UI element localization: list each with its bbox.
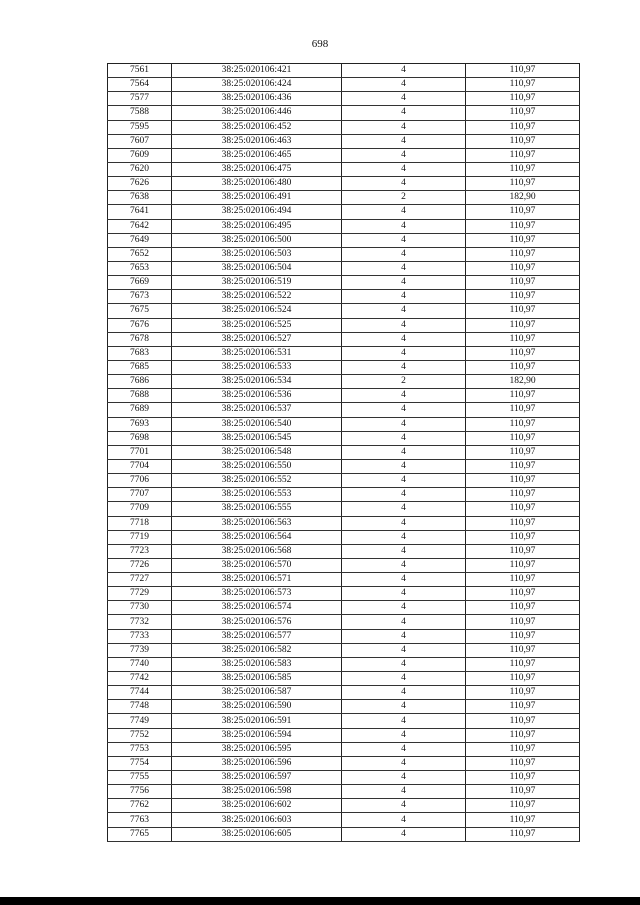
row-number-cell: 7673 [108,290,172,304]
cadastral-number-cell: 38:25:020106:570 [172,558,342,572]
amount-cell: 110,97 [466,827,580,841]
amount-cell: 110,97 [466,120,580,134]
count-cell: 4 [342,318,466,332]
amount-cell: 110,97 [466,318,580,332]
row-number-cell: 7669 [108,276,172,290]
cadastral-number-cell: 38:25:020106:548 [172,445,342,459]
count-cell: 2 [342,191,466,205]
row-number-cell: 7693 [108,417,172,431]
amount-cell: 110,97 [466,474,580,488]
count-cell: 4 [342,134,466,148]
count-cell: 4 [342,219,466,233]
cadastral-number-cell: 38:25:020106:552 [172,474,342,488]
table-row [108,431,580,445]
count-cell: 4 [342,474,466,488]
table-row [108,756,580,770]
table-row [108,290,580,304]
row-number-cell: 7595 [108,120,172,134]
table-row [108,771,580,785]
count-cell: 4 [342,290,466,304]
amount-cell: 110,97 [466,403,580,417]
cadastral-number-cell: 38:25:020106:568 [172,544,342,558]
row-number-cell: 7609 [108,148,172,162]
count-cell: 4 [342,742,466,756]
cadastral-number-cell: 38:25:020106:424 [172,78,342,92]
amount-cell: 110,97 [466,92,580,106]
count-cell: 4 [342,544,466,558]
table-row [108,629,580,643]
row-number-cell: 7607 [108,134,172,148]
amount-cell: 110,97 [466,346,580,360]
amount-cell: 110,97 [466,445,580,459]
table-row [108,827,580,841]
amount-cell: 182,90 [466,191,580,205]
amount-cell: 110,97 [466,544,580,558]
amount-cell: 110,97 [466,332,580,346]
table-row [108,191,580,205]
table-row [108,318,580,332]
table-row [108,474,580,488]
row-number-cell: 7683 [108,346,172,360]
count-cell: 4 [342,261,466,275]
count-cell: 4 [342,785,466,799]
row-number-cell: 7744 [108,686,172,700]
count-cell: 4 [342,346,466,360]
amount-cell: 110,97 [466,573,580,587]
row-number-cell: 7752 [108,728,172,742]
count-cell: 4 [342,417,466,431]
row-number-cell: 7653 [108,261,172,275]
table-row [108,488,580,502]
table-row [108,276,580,290]
row-number-cell: 7749 [108,714,172,728]
count-cell: 4 [342,813,466,827]
cadastral-number-cell: 38:25:020106:583 [172,657,342,671]
count-cell: 4 [342,92,466,106]
cadastral-number-cell: 38:25:020106:576 [172,615,342,629]
cadastral-number-cell: 38:25:020106:533 [172,360,342,374]
amount-cell: 110,97 [466,714,580,728]
row-number-cell: 7753 [108,742,172,756]
table-row [108,346,580,360]
table-row [108,813,580,827]
cadastral-number-cell: 38:25:020106:573 [172,587,342,601]
row-number-cell: 7641 [108,205,172,219]
cadastral-number-cell: 38:25:020106:537 [172,403,342,417]
cadastral-number-cell: 38:25:020106:480 [172,177,342,191]
count-cell: 4 [342,205,466,219]
cadastral-number-cell: 38:25:020106:436 [172,92,342,106]
row-number-cell: 7676 [108,318,172,332]
row-number-cell: 7649 [108,233,172,247]
row-number-cell: 7726 [108,558,172,572]
row-number-cell: 7727 [108,573,172,587]
row-number-cell: 7675 [108,304,172,318]
count-cell: 4 [342,64,466,78]
table-row [108,445,580,459]
count-cell: 4 [342,488,466,502]
count-cell: 4 [342,672,466,686]
table-row [108,92,580,106]
cadastral-number-cell: 38:25:020106:495 [172,219,342,233]
amount-cell: 110,97 [466,261,580,275]
row-number-cell: 7733 [108,629,172,643]
row-number-cell: 7740 [108,657,172,671]
cadastral-number-cell: 38:25:020106:571 [172,573,342,587]
table-row [108,134,580,148]
cadastral-number-cell: 38:25:020106:602 [172,799,342,813]
table-row [108,459,580,473]
count-cell: 4 [342,728,466,742]
amount-cell: 110,97 [466,134,580,148]
amount-cell: 110,97 [466,162,580,176]
row-number-cell: 7561 [108,64,172,78]
count-cell: 4 [342,629,466,643]
count-cell: 4 [342,120,466,134]
table-row [108,233,580,247]
row-number-cell: 7701 [108,445,172,459]
count-cell: 4 [342,615,466,629]
table-row [108,601,580,615]
amount-cell: 110,97 [466,276,580,290]
table-row [108,530,580,544]
cadastral-number-cell: 38:25:020106:500 [172,233,342,247]
amount-cell: 110,97 [466,417,580,431]
row-number-cell: 7688 [108,389,172,403]
table-row [108,714,580,728]
row-number-cell: 7685 [108,360,172,374]
count-cell: 4 [342,276,466,290]
table-row [108,304,580,318]
row-number-cell: 7642 [108,219,172,233]
amount-cell: 110,97 [466,813,580,827]
row-number-cell: 7756 [108,785,172,799]
count-cell: 4 [342,700,466,714]
table-row [108,573,580,587]
amount-cell: 110,97 [466,431,580,445]
amount-cell: 110,97 [466,756,580,770]
cadastral-number-cell: 38:25:020106:563 [172,516,342,530]
cadastral-number-cell: 38:25:020106:587 [172,686,342,700]
table-row [108,360,580,374]
amount-cell: 110,97 [466,516,580,530]
cadastral-number-cell: 38:25:020106:550 [172,459,342,473]
row-number-cell: 7706 [108,474,172,488]
count-cell: 4 [342,686,466,700]
row-number-cell: 7732 [108,615,172,629]
cadastral-number-cell: 38:25:020106:527 [172,332,342,346]
row-number-cell: 7754 [108,756,172,770]
table-row [108,403,580,417]
cadastral-number-cell: 38:25:020106:564 [172,530,342,544]
cadastral-number-cell: 38:25:020106:524 [172,304,342,318]
amount-cell: 110,97 [466,78,580,92]
table-row [108,657,580,671]
table-row [108,64,580,78]
cadastral-number-cell: 38:25:020106:525 [172,318,342,332]
amount-cell: 110,97 [466,389,580,403]
row-number-cell: 7765 [108,827,172,841]
table-row [108,332,580,346]
count-cell: 4 [342,233,466,247]
amount-cell: 110,97 [466,488,580,502]
table-row [108,686,580,700]
amount-cell: 110,97 [466,601,580,615]
cadastral-number-cell: 38:25:020106:595 [172,742,342,756]
table-row [108,785,580,799]
row-number-cell: 7709 [108,502,172,516]
table-row [108,728,580,742]
cadastral-number-cell: 38:25:020106:452 [172,120,342,134]
row-number-cell: 7729 [108,587,172,601]
amount-cell: 110,97 [466,106,580,120]
amount-cell: 110,97 [466,219,580,233]
cadastral-number-cell: 38:25:020106:591 [172,714,342,728]
cadastral-number-cell: 38:25:020106:531 [172,346,342,360]
cadastral-number-cell: 38:25:020106:503 [172,247,342,261]
table-row [108,544,580,558]
cadastral-number-cell: 38:25:020106:590 [172,700,342,714]
cadastral-number-cell: 38:25:020106:574 [172,601,342,615]
cadastral-number-cell: 38:25:020106:553 [172,488,342,502]
cadastral-number-cell: 38:25:020106:585 [172,672,342,686]
count-cell: 4 [342,177,466,191]
cadastral-number-cell: 38:25:020106:534 [172,375,342,389]
row-number-cell: 7762 [108,799,172,813]
row-number-cell: 7723 [108,544,172,558]
amount-cell: 110,97 [466,672,580,686]
cadastral-number-cell: 38:25:020106:446 [172,106,342,120]
count-cell: 4 [342,643,466,657]
row-number-cell: 7620 [108,162,172,176]
count-cell: 4 [342,799,466,813]
amount-cell: 110,97 [466,247,580,261]
row-number-cell: 7564 [108,78,172,92]
table-row [108,106,580,120]
count-cell: 4 [342,78,466,92]
table-row [108,558,580,572]
count-cell: 4 [342,106,466,120]
table-row [108,672,580,686]
table-row [108,120,580,134]
row-number-cell: 7689 [108,403,172,417]
count-cell: 4 [342,148,466,162]
amount-cell: 110,97 [466,64,580,78]
cadastral-number-cell: 38:25:020106:491 [172,191,342,205]
table-row [108,261,580,275]
amount-cell: 110,97 [466,771,580,785]
amount-cell: 110,97 [466,615,580,629]
cadastral-number-cell: 38:25:020106:555 [172,502,342,516]
count-cell: 4 [342,502,466,516]
row-number-cell: 7577 [108,92,172,106]
cadastral-number-cell: 38:25:020106:421 [172,64,342,78]
count-cell: 2 [342,375,466,389]
count-cell: 4 [342,530,466,544]
amount-cell: 110,97 [466,700,580,714]
count-cell: 4 [342,304,466,318]
cadastral-number-cell: 38:25:020106:605 [172,827,342,841]
cadastral-number-cell: 38:25:020106:594 [172,728,342,742]
row-number-cell: 7730 [108,601,172,615]
table-row [108,502,580,516]
cadastral-number-cell: 38:25:020106:598 [172,785,342,799]
amount-cell: 110,97 [466,148,580,162]
count-cell: 4 [342,573,466,587]
count-cell: 4 [342,445,466,459]
count-cell: 4 [342,403,466,417]
amount-cell: 110,97 [466,728,580,742]
parcel-table [107,63,580,842]
table-row [108,162,580,176]
row-number-cell: 7718 [108,516,172,530]
row-number-cell: 7678 [108,332,172,346]
table-row [108,799,580,813]
table-row [108,78,580,92]
cadastral-number-cell: 38:25:020106:545 [172,431,342,445]
cadastral-number-cell: 38:25:020106:475 [172,162,342,176]
amount-cell: 110,97 [466,205,580,219]
amount-cell: 110,97 [466,742,580,756]
table-row [108,389,580,403]
count-cell: 4 [342,657,466,671]
amount-cell: 110,97 [466,643,580,657]
amount-cell: 110,97 [466,686,580,700]
amount-cell: 110,97 [466,530,580,544]
row-number-cell: 7686 [108,375,172,389]
table-row [108,417,580,431]
scan-bottom-edge [0,897,640,905]
row-number-cell: 7698 [108,431,172,445]
amount-cell: 110,97 [466,629,580,643]
amount-cell: 110,97 [466,360,580,374]
amount-cell: 110,97 [466,657,580,671]
amount-cell: 110,97 [466,290,580,304]
cadastral-number-cell: 38:25:020106:504 [172,261,342,275]
table-row [108,615,580,629]
count-cell: 4 [342,827,466,841]
amount-cell: 110,97 [466,502,580,516]
count-cell: 4 [342,714,466,728]
amount-cell: 110,97 [466,785,580,799]
row-number-cell: 7638 [108,191,172,205]
table-row [108,587,580,601]
cadastral-number-cell: 38:25:020106:577 [172,629,342,643]
count-cell: 4 [342,162,466,176]
cadastral-number-cell: 38:25:020106:596 [172,756,342,770]
count-cell: 4 [342,332,466,346]
row-number-cell: 7704 [108,459,172,473]
cadastral-number-cell: 38:25:020106:536 [172,389,342,403]
count-cell: 4 [342,431,466,445]
row-number-cell: 7719 [108,530,172,544]
cadastral-number-cell: 38:25:020106:463 [172,134,342,148]
cadastral-number-cell: 38:25:020106:540 [172,417,342,431]
count-cell: 4 [342,558,466,572]
cadastral-number-cell: 38:25:020106:494 [172,205,342,219]
cadastral-number-cell: 38:25:020106:465 [172,148,342,162]
row-number-cell: 7739 [108,643,172,657]
table-row [108,219,580,233]
count-cell: 4 [342,459,466,473]
amount-cell: 182,90 [466,375,580,389]
cadastral-number-cell: 38:25:020106:522 [172,290,342,304]
row-number-cell: 7652 [108,247,172,261]
row-number-cell: 7588 [108,106,172,120]
parcel-table-body [108,64,580,842]
count-cell: 4 [342,516,466,530]
row-number-cell: 7755 [108,771,172,785]
amount-cell: 110,97 [466,558,580,572]
cadastral-number-cell: 38:25:020106:582 [172,643,342,657]
row-number-cell: 7626 [108,177,172,191]
row-number-cell: 7763 [108,813,172,827]
table-row [108,742,580,756]
cadastral-number-cell: 38:25:020106:519 [172,276,342,290]
cadastral-number-cell: 38:25:020106:603 [172,813,342,827]
table-row [108,247,580,261]
table-row [108,205,580,219]
page-number: 698 [311,38,329,50]
count-cell: 4 [342,360,466,374]
table-row [108,700,580,714]
row-number-cell: 7742 [108,672,172,686]
amount-cell: 110,97 [466,177,580,191]
cadastral-number-cell: 38:25:020106:597 [172,771,342,785]
amount-cell: 110,97 [466,304,580,318]
table-row [108,148,580,162]
count-cell: 4 [342,247,466,261]
count-cell: 4 [342,587,466,601]
amount-cell: 110,97 [466,459,580,473]
count-cell: 4 [342,771,466,785]
row-number-cell: 7748 [108,700,172,714]
table-row [108,375,580,389]
amount-cell: 110,97 [466,233,580,247]
count-cell: 4 [342,601,466,615]
amount-cell: 110,97 [466,587,580,601]
table-row [108,177,580,191]
row-number-cell: 7707 [108,488,172,502]
amount-cell: 110,97 [466,799,580,813]
count-cell: 4 [342,389,466,403]
table-row [108,643,580,657]
table-row [108,516,580,530]
count-cell: 4 [342,756,466,770]
